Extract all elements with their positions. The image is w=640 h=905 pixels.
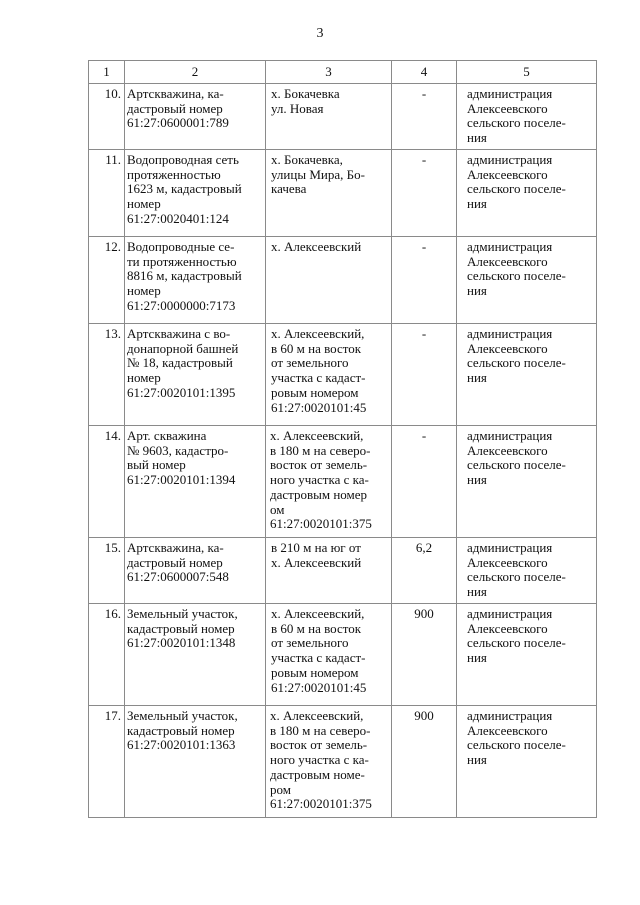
object-owner: администрация Алексеевского сельского поселе- ния [457,706,597,818]
property-table [88,60,597,818]
row-number: 10. [89,84,125,150]
table-row [89,604,597,706]
row-number: 15. [89,538,125,604]
object-name: Артскважина, ка- дастровый номер 61:27:0600007:548 [125,538,266,604]
page-number: 3 [316,26,324,41]
object-area: - [392,426,457,538]
table-row [89,84,597,150]
header-col-2: 2 [125,61,266,84]
header-row [89,61,597,84]
object-location: х. Алексеевский, в 180 м на северо- восток от земель- ного участка с ка- дастровым номе- ром 61:27:0020101:375 [266,706,392,818]
object-location: в 210 м на юг от х. Алексеевский [266,538,392,604]
header-col-1: 1 [89,61,125,84]
object-name: Земельный участок, кадастровый номер 61:27:0020101:1363 [125,706,266,818]
table-row [89,426,597,538]
object-name: Водопроводные се- ти протяженностью 8816 м, кадастровый номер 61:27:0000000:7173 [125,237,266,324]
row-number: 17. [89,706,125,818]
row-number: 13. [89,324,125,426]
table-row [89,706,597,818]
object-area: 900 [392,604,457,706]
object-owner: администрация Алексеевского сельского поселе- ния [457,538,597,604]
object-area: - [392,237,457,324]
object-owner: администрация Алексеевского сельского поселе- ния [457,237,597,324]
object-location: х. Алексеевский, в 180 м на северо- восток от земель- ного участка с ка- дастровым номер ом 61:27:0020101:375 [266,426,392,538]
object-location: х. Алексеевский, в 60 м на восток от земельного участка с кадаст- ровым номером 61:27:0020101:45 [266,324,392,426]
object-area: 900 [392,706,457,818]
object-owner: администрация Алексеевского сельского поселе- ния [457,426,597,538]
object-name: Артскважина, ка- дастровый номер 61:27:0600001:789 [125,84,266,150]
object-owner: администрация Алексеевского сельского поселе- ния [457,604,597,706]
header-col-5: 5 [457,61,597,84]
object-area: 6,2 [392,538,457,604]
object-name: Земельный участок, кадастровый номер 61:27:0020101:1348 [125,604,266,706]
table-row [89,150,597,237]
object-area: - [392,324,457,426]
object-location: х. Бокачевка ул. Новая [266,84,392,150]
object-location: х. Бокачевка, улицы Мира, Бо- качева [266,150,392,237]
row-number: 11. [89,150,125,237]
row-number: 12. [89,237,125,324]
object-name: Артскважина с во- донапорной башней № 18, кадастровый номер 61:27:0020101:1395 [125,324,266,426]
table-row [89,237,597,324]
object-location: х. Алексеевский [266,237,392,324]
object-location: х. Алексеевский, в 60 м на восток от земельного участка с кадаст- ровым номером 61:27:0020101:45 [266,604,392,706]
row-number: 14. [89,426,125,538]
object-owner: администрация Алексеевского сельского поселе- ния [457,324,597,426]
object-area: - [392,150,457,237]
object-name: Арт. скважина № 9603, кадастро- вый номер 61:27:0020101:1394 [125,426,266,538]
table-row [89,538,597,604]
header-col-3: 3 [266,61,392,84]
object-owner: администрация Алексеевского сельского поселе- ния [457,150,597,237]
header-col-4: 4 [392,61,457,84]
table-row [89,324,597,426]
object-owner: администрация Алексеевского сельского поселе- ния [457,84,597,150]
row-number: 16. [89,604,125,706]
object-area: - [392,84,457,150]
object-name: Водопроводная сеть протяженностью 1623 м, кадастровый номер 61:27:0020401:124 [125,150,266,237]
